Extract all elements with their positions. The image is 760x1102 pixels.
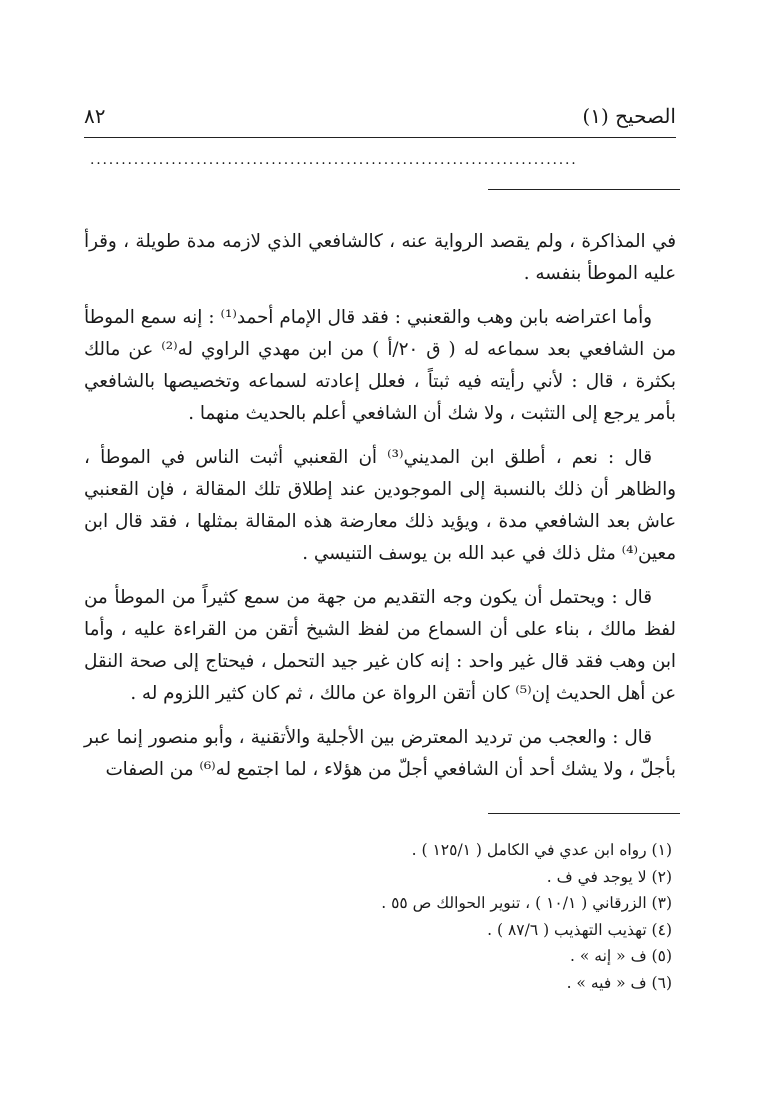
paragraph: قال : ويحتمل أن يكون وجه التقديم من جهة من سمع كثيراً من الموطأ من لفظ مالك ، بناء على أن السماع من لفظ الشيخ أتقن من القراءة عليه ، وأما ابن وهب فقد قال غير واحد : إنه كان غير جيد التحمل ، فيحتاج إلى صحة النقل عن أهل الحديث إن⁽⁵⁾ كان أتقن الرواة عن مالك ، ثم كان كثير اللزوم له .	[84, 587, 676, 704]
paragraph: قال : نعم ، أطلق ابن المديني⁽³⁾ أن القعنبي أثبت الناس في الموطأ ، والظاهر أن ذلك بالنسبة إلى الموجودين عند إطلاق تلك المقالة ، فإن القعنبي عاش بعد الشافعي مدة ، ويؤيد ذلك معارضة هذه المقالة بمثلها ، فقد قال ابن معين⁽⁴⁾ مثل ذلك في عبد الله بن يوسف التنيسي .	[84, 447, 676, 564]
page-number: ٨٢	[84, 104, 106, 128]
paragraph: وأما اعتراضه بابن وهب والقعنبي : فقد قال الإمام أحمد⁽¹⁾ : إنه سمع الموطأ من الشافعي بعد سماعه له ( ق ٢٠/أ ) من ابن مهدي الراوي له⁽²⁾ عن مالك بكثرة ، قال : لأني رأيته فيه ثبتاً ، فعلل إعادته لسماعه وتخصيصها بالشافعي بأمر يرجع إلى التثبت ، ولا شك أن الشافعي أعلم بالحديث منهما .	[84, 307, 677, 424]
page-header	[84, 98, 676, 134]
footnote-rule	[488, 813, 680, 814]
paragraph: قال : والعجب من ترديد المعترض بين الأجلية والأتقنية ، وأبو منصور إنما عبر بأجلّ ، ولا يشك أحد أن الشافعي أجلّ من هؤلاء ، لما اجتمع له⁽⁶⁾ من الصفات	[84, 727, 676, 780]
footnote: (٣) الزرقاني ( ١٠/١ ) ، تنوير الحوالك ص ٥٥ .	[381, 894, 672, 912]
footnote: (٦) ف « فيه » .	[566, 973, 672, 992]
paragraph: في المذاكرة ، ولم يقصد الرواية عنه ، كالشافعي الذي لازمه مدة طويلة ، وقرأ عليه الموطأ بنفسه .	[84, 231, 676, 284]
footnote: (٤) تهذيب التهذيب ( ٨٧/٦ ) .	[487, 920, 672, 939]
footnote: (١) رواه ابن عدي في الكامل ( ١٢٥/١ ) .	[411, 841, 672, 859]
footnote: (٢) لا يوجد في ف .	[546, 867, 672, 886]
footnote: (٥) ف « إنه » .	[570, 947, 672, 965]
footnotes	[84, 837, 676, 996]
section-title: (١) الصحيح	[582, 104, 676, 128]
dotted-separator: ..............................................................................	[90, 152, 578, 168]
main-text	[84, 226, 676, 798]
header-rule	[84, 137, 676, 138]
short-rule	[488, 189, 680, 190]
